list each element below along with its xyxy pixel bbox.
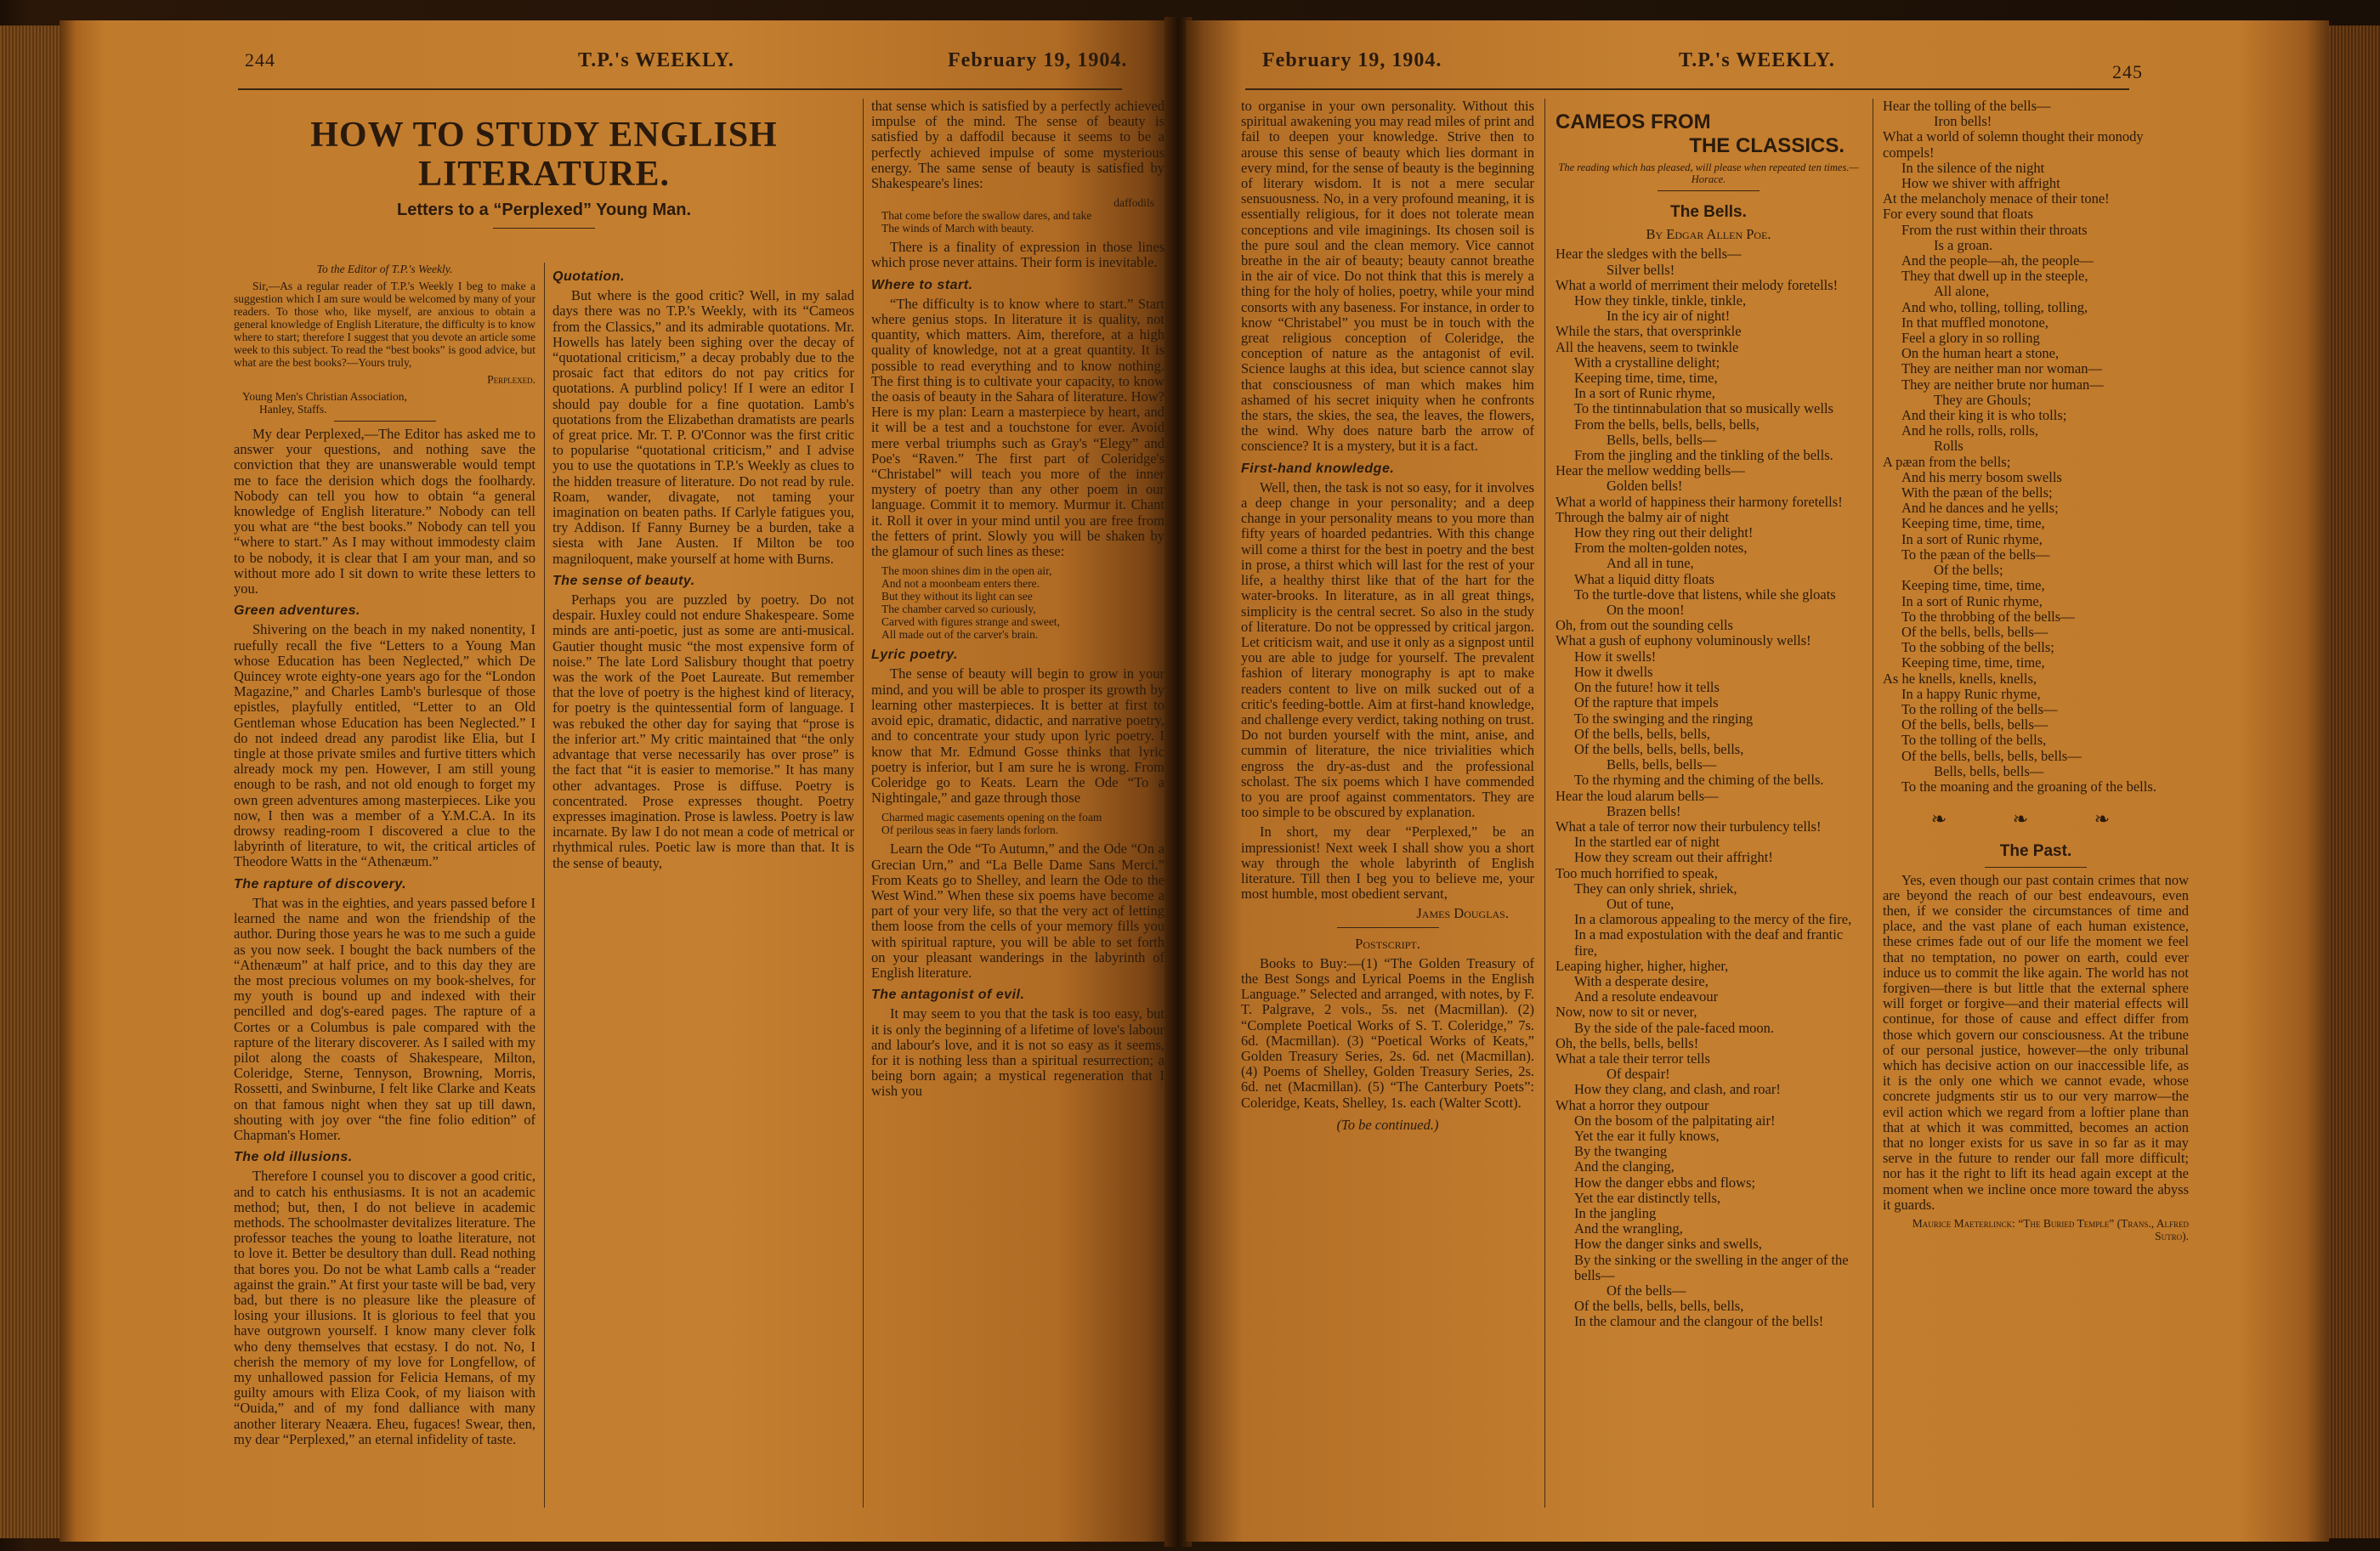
column-rule	[863, 99, 864, 1508]
section-heading: The rapture of discovery.	[234, 876, 407, 892]
poem-line: Of the bells;	[1934, 562, 2003, 579]
page-number: 244	[245, 49, 275, 71]
poem-line: Through the balmy air of night	[1556, 508, 1729, 525]
poem-line: And he rolls, rolls, rolls,	[1901, 422, 2038, 439]
paragraph: There is a finality of expression in those lines which prose never attains. Their form is inevitable.	[871, 239, 1164, 271]
poem-line: With a crystalline delight;	[1574, 354, 1720, 371]
cameos-title: CAMEOS FROM THE CLASSICS.	[1556, 110, 1844, 157]
quotation: daffodils That come before the swallow dares, and take The winds of March with beauty.	[881, 196, 1154, 235]
masthead: T.P.'s WEEKLY.	[1679, 49, 1835, 71]
poem-line: How the danger sinks and swells,	[1574, 1236, 1762, 1253]
short-rule	[1337, 927, 1439, 928]
right-column-1	[1241, 99, 1534, 1508]
paragraph: Shivering on the beach in my naked nonentity, I ruefully recall the five “Letters to a Young Man whose Education has been Neglected,” which De Quincey wrote eighty-one years ago for the “London Magazine,” and Charles Lamb's burlesque of those epistles, playfully entitled, “Letter to an Old Gentleman whose Education has been Neglected.” I do not indeed dread any parodist like Elia, but I tingle at those private smiles and furtive titters which already mock my pen. However, I am still young enough to be rash, and not old enough to forget my own green adventures among masterpieces. Like you now, I then was a member of a Y.M.C.A. In its drowsy reading-room I discovered a clue to the labyrinth of literature, to wit, the critical articles of Theodore Watts in the “Athenæum.”	[234, 621, 536, 870]
poem-line: Keeping time, time, time,	[1901, 654, 2045, 671]
poem-line: In a clamorous appealing to the mercy of the fire,	[1574, 911, 1852, 928]
poem-line: Out of tune,	[1606, 895, 1674, 912]
poem-line: To the tintinnabulation that so musically wells	[1574, 400, 1833, 417]
poem-line: Iron bells!	[1934, 113, 1992, 130]
poem-line: To the sobbing of the bells;	[1901, 639, 2054, 656]
poem-line: Of the bells, bells, bells, bells,	[1574, 1298, 1744, 1315]
poem-line: How they ring out their delight!	[1574, 524, 1754, 541]
poem-line: At the melancholy menace of their tone!	[1883, 190, 2110, 207]
poem-line: And all in tune,	[1606, 555, 1694, 572]
poem-line: From the jingling and the tinkling of the bells.	[1574, 447, 1833, 464]
paragraph: Well, then, the task is not so easy, for it involves a deep change in your personality; and a deep change in your personality means to you more than fifty years of hoarded pedantries. With this change will come a thirst for the best in poetry and the best in prose, a thirst which will last for the rest of your life, a healthy thirst like that of the hart for the water-brooks. In literature, as in all great things, simplicity is the central secret. So also in the study of literature. Do not be oppressed by critical jargon. Let criticism wait, and use it only as a signpost until you are able to judge for yourself. The prevalent fashion of literary monography is apt to make readers content to live on milk sucked out of a critic's feeding-bottle. Aim at first-hand knowledge, and challenge every verdict, taking nothing on trust. Do not burden yourself with the mint, anise, and cummin of literature, the nice trivialities which engross the dry-as-dust and the professional scholast. The six poems which I have commended to you are proof against commentators. They are too simple to be obscured by explanation.	[1241, 478, 1534, 821]
poem-line: In the clamour and the clangour of the bells!	[1574, 1313, 1824, 1330]
paragraph: Books to Buy:—(1) “The Golden Treasury of the Best Songs and Lyrical Poems in the English Language.” Selected and arranged, with notes, by F. T. Palgrave, 2 vols., 5s. net (Macmillan). (2) “Complete Poetical Works of S. T. Coleridge,” 7s. 6d. (Macmillan). (3) “Poetical Works of Keats,” Golden Treasury Series, 2s. 6d. net (Macmillan). (4) Poems of Shelley, Golden Treasury Series, 2s. 6d. net (Macmillan). (5) “The Canterbury Poets”: Coleridge, Keats, Shelley, 1s. each (Walter Scott).	[1241, 954, 1534, 1111]
to-be-continued: (To be continued.)	[1336, 1116, 1439, 1133]
poem-line: Hear the tolling of the bells—	[1883, 99, 2051, 114]
head-rule	[1245, 88, 2129, 90]
left-column-2	[552, 263, 854, 1508]
poem-line: In the silence of the night	[1901, 159, 2045, 176]
right-page-edges	[2329, 25, 2380, 1538]
postscript-heading: Postscript.	[1355, 935, 1420, 952]
poem-line: From the rust within their throats	[1901, 221, 2088, 238]
paragraph: Perhaps you are puzzled by poetry. Do not despair. Huxley could not endure Shakespeare. Some minds are anti-poetic, just as some are anti-musical. Gautier thought music “the most expensive form of noise.” The late Lord Salisbury thought that poetry was the work of the Poet Laureate. But remember that the love of poetry is the highest kind of literacy, for poetry is the quintessential form of language. I was rebuked the other day for saying that “prose is the inferior art.” My critic maintained that “the only advantage that verse necessarily has over prose” is the fact that “it is easier to memorise.” It has many other advantages. Prose is diffuse. Poetry is concentrated. Prose expresses thought. Poetry expresses imagination. Prose is lawless. Poetry is law incarnate. By law I do not mean a code of metrical or rhythmical rules. Poetic law is more than that. It is the sense of beauty,	[552, 592, 854, 871]
short-rule	[1985, 867, 2087, 868]
poem-line: In a sort of Runic rhyme,	[1574, 385, 1715, 402]
poem-line: Yet the ear it fully knows,	[1574, 1127, 1720, 1144]
short-rule	[1658, 190, 1760, 191]
article-title: HOW TO STUDY ENGLISH LITERATURE.	[310, 116, 778, 194]
article-subtitle: Letters to a “Perplexed” Young Man.	[397, 201, 691, 219]
poem-line: In that muffled monotone,	[1901, 314, 2048, 331]
section-heading: The old illusions.	[234, 1150, 353, 1165]
section-heading: Lyric poetry.	[871, 648, 958, 663]
poem-line: A pæan from the bells;	[1883, 453, 2011, 470]
poem-title: The Bells.	[1670, 203, 1747, 221]
poem-line: Keeping time, time, time,	[1901, 577, 2045, 594]
poem-line: On the moon!	[1606, 602, 1685, 619]
poem-line: What a world of merriment their melody foretells!	[1556, 276, 1839, 293]
poem-line: And a resolute endeavour	[1574, 988, 1719, 1005]
paragraph: Therefore I counsel you to discover a good critic, and to catch his enthusiasms. It is not an academic method; but, then, I do not believe in academic methods. The schoolmaster devitalizes literature. The professor teaches the young to loathe literature, not to love it. Better be desultory than dull. Read nothing that bores you. Do not be what Lamb calls a “reader against the grain.” At first your taste will be bad, very bad, but there is no pleasure like the pleasure of losing your illusions. It is glorious to feel that you have outgrown yourself. I know many clever folk who deny themselves that ecstasy. I do not. No, I cherish the memory of my love for Longfellow, of my unhallowed passion for Felicia Hemans, of my guilty amours with Eliza Cook, of my liaison with “Ouida,” and of my fond dalliance with many another literary Neaæra. Eheu, fugaces! Swear, then, my dear “Perplexed,” an eternal infidelity of taste.	[234, 1168, 536, 1447]
poem-line: In the icy air of night!	[1606, 308, 1731, 325]
page-number: 245	[2112, 61, 2143, 82]
poem-line: Yet the ear distinctly tells,	[1574, 1189, 1721, 1206]
poem-line: And the people—ah, the people—	[1901, 252, 2094, 269]
section-title: The Past.	[1999, 842, 2072, 861]
paragraph: “The difficulty is to know where to start.” Start where genius stops. In literature it is quality, not quantity, which matters. Aim, therefore, at a high quality of knowledge, not at a great quantity. It is possible to read everything and to know nothing. The first thing is to cultivate your capacity, to know the oasis of beauty in the Sahara of literature. How? Here is my plan: Learn a masterpiece by heart, and it will be a test and a touchstone for ever. Avoid mere verbal triumphs such as Gray's “Elegy” and Poe's “Raven.” The first part of Coleridge's “Christabel” will teach you more of the inner mystery of poetry than any other poem in our language. Commit it to memory. Murmur it. Chant it. Roll it over in your mind until you are free from the fetters of print. Slowly you will be shaken by the glamour of such lines as these:	[871, 295, 1164, 560]
poem-line: What a tale their terror tells	[1556, 1050, 1710, 1067]
poem-line: Of the bells, bells, bells, bells—	[1901, 747, 2082, 764]
poem-line: By the side of the pale-faced moon.	[1574, 1019, 1775, 1036]
poem-line: Oh, the bells, bells, bells!	[1556, 1034, 1699, 1051]
letter-signature: Perplexed.	[487, 373, 536, 386]
poem-line: With a desperate desire,	[1574, 972, 1708, 989]
left-column-1	[234, 263, 536, 1508]
poem-line: Bells, bells, bells—	[1606, 431, 1717, 448]
poem-line: Of the bells—	[1606, 1282, 1686, 1299]
poem-line: In a sort of Runic rhyme,	[1901, 592, 2043, 609]
poem-line: How we shiver with affright	[1901, 175, 2060, 192]
poem-line: And his merry bosom swells	[1901, 468, 2062, 485]
poem-line: By the twanging	[1574, 1143, 1668, 1160]
poem-line: To the rolling of the bells—	[1901, 700, 2058, 717]
poem-line: From the molten-golden notes,	[1574, 540, 1748, 557]
section-heading: The antagonist of evil.	[871, 988, 1025, 1003]
poem-line: What a gush of euphony voluminously wells!	[1556, 632, 1811, 649]
paragraph: The sense of beauty will begin to grow in your mind, and you will be able to prosper its growth by learning other masterpieces. It is better at first to avoid epic, dramatic, didactic, and narrative poetry, and to concentrate your study upon lyric poetry. I know that Mr. Edmund Gosse thinks that lyric poetry is inferior, but I am sure he is wrong. From Coleridge go to Keats. Learn the Ode “To a Nightingale,” and gaze through those	[871, 665, 1164, 807]
poem-line: As he knells, knells, knells,	[1883, 670, 2037, 687]
letter-body: Sir,—As a regular reader of T.P.'s Weekly I beg to make a suggestion which I am sure would be welcomed by many of your readers. To those who, like myself, are anxious to obtain a general knowledge of English Literature, the difficulty is to know where to start; therefore I suggest that you devote an article some week to this subject. To read the “best books” is good advice, but what are the best books?—Yours truly,	[234, 280, 536, 369]
letter-address: Young Men's Christian Association, Hanley, Staffs.	[242, 390, 407, 416]
paragraph: In short, my dear “Perplexed,” be an impressionist! Next week I shall show you a short way through the whole labyrinth of English literature. Till then I beg you to believe me, your most humble, most obedient servant,	[1241, 824, 1534, 903]
poem-line: To the tolling of the bells,	[1901, 732, 2047, 749]
poem-line: With the pæan of the bells;	[1901, 484, 2053, 501]
poem-line: Of the bells, bells, bells, bells,	[1574, 740, 1744, 757]
poem-line: They are neither man nor woman—	[1901, 360, 2102, 377]
poem-line: They that dwell up in the steeple,	[1901, 268, 2088, 285]
poem-line: How it dwells	[1574, 663, 1653, 680]
paragraph: That was in the eighties, and years passed before I learned the name and won the friendship of the author. During those years he was to me such a guide as you now seek. I bought the back numbers of the “Athenæum” at half price, and to this day they are the most precious volumes on my book-shelves, for my youth is bound up and indexed with their pencilled and dog's-eared pages. The rapture of a Cortes or a Columbus is pale compared with the rapture of the literary discoverer. As I sailed with my pilot along the coasts of Shakespeare, Milton, Coleridge, Sterne, Tennyson, Browning, Morris, Rossetti, and Swinburne, I felt like Clarke and Keats on that famous night when they sat up till dawn, shouting with joy over “the fine folio edition” of Chapman's Homer.	[234, 894, 536, 1143]
poem-line: How the danger ebbs and flows;	[1574, 1174, 1756, 1191]
poem-line: Now, now to sit or never,	[1556, 1004, 1697, 1021]
poem-line: What a world of happiness their harmony foretells!	[1556, 493, 1843, 510]
poem-line: They are neither brute nor human—	[1901, 376, 2104, 393]
poem-line: In the jangling	[1574, 1205, 1657, 1221]
poem-line: Bells, bells, bells—	[1934, 762, 2044, 779]
left-page	[60, 20, 1169, 1542]
poem-line: Bells, bells, bells—	[1606, 756, 1717, 773]
section-heading: First-hand knowledge.	[1241, 461, 1395, 476]
poem-line: Leaping higher, higher, higher,	[1556, 957, 1729, 974]
left-page-edges	[0, 25, 61, 1538]
column-rule	[544, 263, 545, 1508]
poem-line: By the sinking or the swelling in the anger of the bells—	[1574, 1251, 1849, 1283]
poem-line: To the turtle-dove that listens, while she gloats	[1574, 586, 1836, 603]
poem-line: And who, tolling, tolling, tolling,	[1901, 298, 2088, 315]
poem-line: What a tale of terror now their turbulency tells!	[1556, 818, 1822, 835]
poem-line: Hear the sledges with the bells—	[1556, 246, 1742, 263]
poem-stanzas-continued	[1883, 99, 2189, 795]
poem-line: How they tinkle, tinkle, tinkle,	[1574, 292, 1747, 309]
quotation: Charmed magic casements opening on the foam Of perilous seas in faery lands forlorn.	[881, 811, 1102, 837]
poem-line: Of the bells, bells, bells—	[1901, 716, 2048, 733]
poem-line: How it swells!	[1574, 648, 1657, 665]
poem-line: Is a groan.	[1934, 236, 1993, 253]
poem-line: To the rhyming and the chiming of the bells.	[1574, 772, 1824, 789]
poem-line: They can only shriek, shriek,	[1574, 880, 1737, 897]
section-heading: Green adventures.	[234, 603, 360, 619]
head-rule	[238, 88, 1122, 90]
paragraph: Learn the Ode “To Autumn,” and the Ode “On a Grecian Urn,” and “La Belle Dame Sans Merci.” From Keats go to Shelley, and learn the Ode to the West Wind.” When these six poems have become a part of your very life, so that the very act of letting them loose from the cells of your memory fills you with spiritual rapture, you will be able to set forth on your pleasant wanderings in the labyrinth of English literature.	[871, 841, 1164, 981]
issue-date: February 19, 1904.	[1262, 49, 1442, 71]
poem-stanzas	[1556, 246, 1862, 1329]
poem-line: For every sound that floats	[1883, 206, 2033, 223]
poem-line: How they scream out their affright!	[1574, 849, 1773, 866]
right-column-2	[1556, 99, 1862, 1508]
masthead: T.P.'s WEEKLY.	[578, 49, 734, 71]
poem-line: To the throbbing of the bells—	[1901, 608, 2075, 625]
left-column-3	[871, 99, 1164, 1508]
issue-date: February 19, 1904.	[948, 49, 1128, 71]
poem-line: All alone,	[1934, 283, 1990, 300]
poem-line: They are Ghouls;	[1934, 391, 2032, 408]
right-running-head	[1186, 49, 2329, 87]
quotation: The moon shines dim in the open air, And not a moonbeam enters there. But they without its light can see The chamber carved so curiously, Carved with figures strange and sweet, All made out of the carver's brain.	[881, 564, 1060, 642]
poem-line: And the clanging,	[1574, 1158, 1674, 1175]
poem-line: Silver bells!	[1606, 261, 1675, 278]
author-signature: James Douglas.	[1416, 905, 1509, 922]
poem-line: Of the bells, bells, bells,	[1574, 725, 1710, 742]
poem-line: Hear the loud alarum bells—	[1556, 787, 1719, 804]
paragraph: It may seem to you that the task is too easy, but it is only the beginning of a lifetime of love's labour and labour's love, and it is not so easy as it seems, for it is nothing less than a spiritual resurrection; a being born again; a mystical regeneration that I wish you	[871, 1005, 1164, 1100]
paragraph: My dear Perplexed,—The Editor has asked me to answer your questions, and nothing save the conviction that they are unanswerable would tempt me to face the derision which dogs the foolhardy. Nobody can tell you how to obtain “a general knowledge of English literature.” Nobody can tell you what are “the best books.” Nobody can tell you “where to start.” As I may without immodesty claim to be nobody, it is clear that I am your man, and so without more ado I sit down to write these letters to you.	[234, 426, 536, 597]
short-rule	[493, 228, 595, 229]
section-heading: Quotation.	[552, 269, 625, 284]
poem-line: While the stars, that oversprinkle	[1556, 323, 1742, 340]
poem-line: Hear the mellow wedding bells—	[1556, 462, 1745, 479]
poem-line: Too much horrified to speak,	[1556, 864, 1718, 881]
poem-line: In a mad expostulation with the deaf and frantic fire,	[1574, 926, 1844, 959]
right-column-3	[1883, 99, 2189, 1508]
ornament: ❧ ❧ ❧	[1930, 808, 2141, 830]
poem-author: By Edgar Allen Poe.	[1646, 226, 1771, 243]
paragraph: that sense which is satisfied by a perfectly achieved impulse of the mind. The sense of beauty is satisfied by a daffodil because it seems to be a perfectly achieved impulse of some mysterious energy. The same sense of beauty is satisfied by Shakespeare's lines:	[871, 99, 1164, 192]
attribution: Maurice Maeterlinck: “The Buried Temple” (Trans., Alfred Sutro).	[1912, 1217, 2189, 1243]
poem-line: From the bells, bells, bells, bells,	[1574, 416, 1760, 433]
poem-line: All the heavens, seem to twinkle	[1556, 338, 1739, 355]
poem-line: And the wrangling,	[1574, 1220, 1683, 1237]
column-rule	[1544, 99, 1545, 1508]
paragraph: Yes, even though our past contain crimes that now are beyond the reach of our best endeavours, even then, if we consider the circumstances of time and place, and the vast plane of each human existence, these crimes fade out of our life the moment we feel that no temptation, no power on earth, could ever induce us to commit the like again. The world has not forgiven—there is but little that the external sphere will forget or forgive—and their material effects will continue, for those of cause and effect differ from those which govern our consciousness. At the tribune of our personal justice, however—the only tribunal which has decisive action on our inaccessible life, as it is the only one which we cannot evade, whose concrete judgments stir us to our very marrow—the evil action which we regard from a loftier plane than that at which it was committed, becomes an action that no longer exists for us save in so far as it may serve in the future to render our fall more difficult; nor has it the right to lift its head again except at the moment when we incline once more toward the abyss it guards.	[1883, 871, 2189, 1213]
poem-line: To the pæan of the bells—	[1901, 546, 2050, 563]
poem-line: On the bosom of the palpitating air!	[1574, 1112, 1776, 1129]
poem-line: In a sort of Runic rhyme,	[1901, 530, 2043, 547]
poem-line: In the startled ear of night	[1574, 834, 1720, 851]
cameos-motto: The reading which has pleased, will please when repeated ten times.—Horace.	[1558, 161, 1859, 185]
poem-line: What a world of solemn thought their monody compels!	[1883, 128, 2144, 161]
poem-line: To the swinging and the ringing	[1574, 710, 1754, 727]
poem-line: Rolls	[1934, 438, 1964, 455]
paragraph: But where is the good critic? Well, in my salad days there was no T.P.'s Weekly, with its “Cameos from the Classics,” and its admirable quotations. Mr. Howells has lately been sighing over the decay of “quotational criticism,” a decay probably due to the prosaic fact that editors do not pay critics for quotations. A purblind policy! If I were an editor I should pay double for a fine quotation. Lamb's quotations from the Elizabethan dramatists are pearls of great price. Mr. T. P. O'Connor was the first critic to popularise “quotational criticism,” and I advise you to use the quotations in T.P.'s Weekly as clues to the hidden treasure of literature. Do not read by rule. Roam, wander, divagate, not taming your imagination on beaten paths. If Carlyle fatigues you, try Addison. If Fanny Burney be a burden, take a siesta with Jane Austen. If Milton be too magniloquent, make yourself at home with Burns.	[552, 287, 854, 567]
poem-line: Golden bells!	[1606, 478, 1683, 495]
section-heading: Where to start.	[871, 277, 973, 292]
poem-line: What a horror they outpour	[1556, 1096, 1709, 1113]
poem-line: Keeping time, time, time,	[1901, 515, 2045, 532]
poem-line: Of despair!	[1606, 1066, 1670, 1083]
poem-line: Feel a glory in so rolling	[1901, 330, 2040, 347]
poem-line: What a liquid ditty floats	[1574, 570, 1714, 587]
right-page	[1186, 20, 2329, 1542]
paragraph: to organise in your own personality. Without this spiritual awakening you may read miles of print and fail to deepen your knowledge. Strive then to arouse this sense of beauty which lies dormant in every mind, for the sense of beauty is the beginning of literary wisdom. It is not a mere secular sensuousness. No, in a very profound meaning, it is essentially religious, for it does not tolerate mean conceptions and vile imaginings. Its chosen soil is the pure soul and the clean memory. Vice cannot breathe in the air of beauty; beauty cannot breathe in the air of vice. Do not think that this is merely a thing for the holy of holies, poetry, while your mind consorts with any baseness. For instance, in order to know “Christabel” you must be in touch with the great religious conception of Coleridge, the conception of nature as the antagonist of evil. Science laughs at this idea, but science cannot slay that consciousness of man which makes him ashamed of his secret iniquity when he confronts the stars, the skies, the sea, the leaves, the flowers, the wind. Why does nature barb the arrow of conscience? It is a mystery, but it is a fact.	[1241, 99, 1534, 455]
poem-line: And he dances and he yells;	[1901, 500, 2059, 517]
section-heading: The sense of beauty.	[552, 573, 695, 588]
short-rule	[334, 421, 436, 422]
poem-line: In a happy Runic rhyme,	[1901, 685, 2041, 702]
poem-line: To the moaning and the groaning of the bells.	[1901, 778, 2156, 795]
poem-line: Brazen bells!	[1606, 802, 1681, 819]
poem-line: Keeping time, time, time,	[1574, 370, 1718, 387]
poem-line: Of the bells, bells, bells—	[1901, 623, 2048, 640]
poem-line: Of the rapture that impels	[1574, 694, 1719, 711]
poem-line: Oh, from out the sounding cells	[1556, 617, 1733, 634]
poem-line: On the human heart a stone,	[1901, 345, 2060, 362]
letter-salutation: To the Editor of T.P.'s Weekly.	[316, 263, 453, 275]
poem-line: On the future! how it tells	[1574, 679, 1720, 696]
poem-line: How they clang, and clash, and roar!	[1574, 1081, 1781, 1098]
poem-line: And their king it is who tolls;	[1901, 407, 2067, 424]
left-running-head	[60, 49, 1169, 87]
